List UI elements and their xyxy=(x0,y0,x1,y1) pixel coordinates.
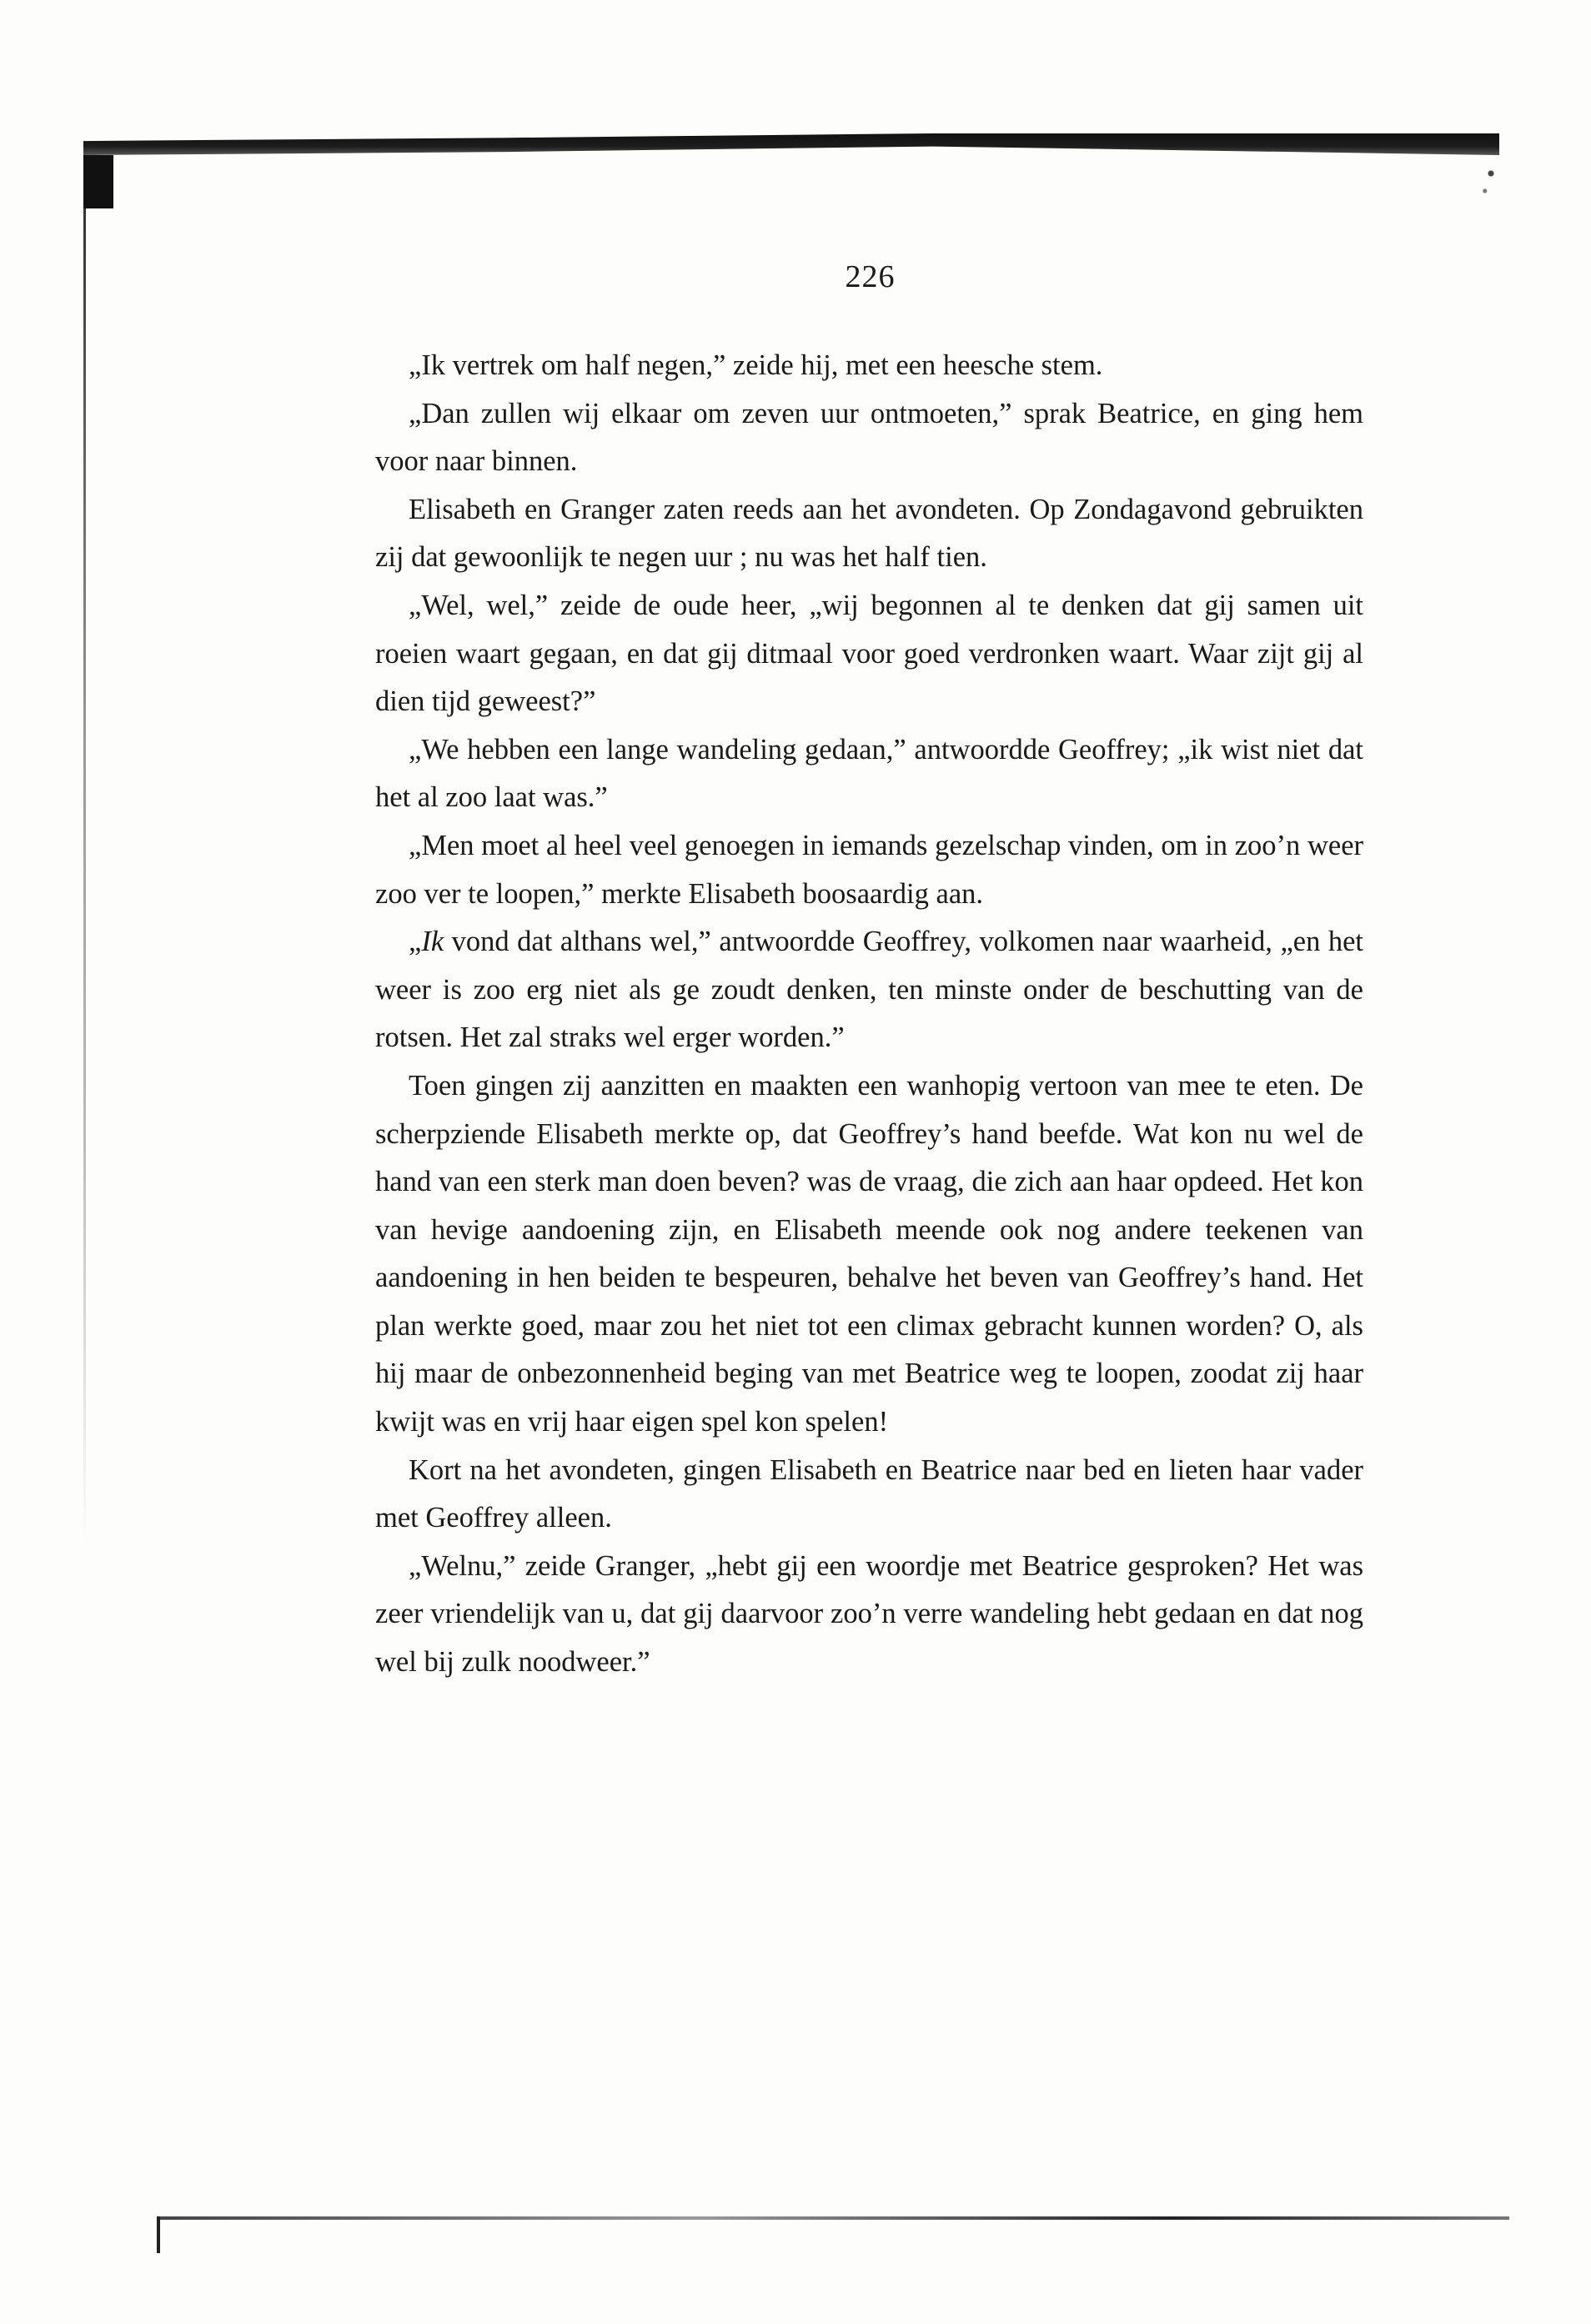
italic-word: Ik xyxy=(421,926,444,958)
body-text xyxy=(375,342,1363,1687)
open-quote: „ xyxy=(409,926,422,958)
paragraph-9: Kort na het avondeten, gingen Elisabeth en Beatrice naar bed en lieten haar vader met Geoffrey alleen. xyxy=(375,1453,1363,1534)
paragraph-6: „Men moet al heel veel genoegen in iemands gezelschap vinden, om in zoo’n weer zoo ver te loopen,” merkte Elisabeth boosaardig aan. xyxy=(375,829,1363,910)
paragraph-5: „We hebben een lange wandeling gedaan,” antwoordde Geoffrey; „ik wist niet dat het al zoo laat was.” xyxy=(375,733,1363,814)
scan-edge-bottom xyxy=(158,2216,1509,2220)
paragraph-1: „Ik vertrek om half negen,” zeide hij, met een heesche stem. xyxy=(409,349,1103,381)
page-number: 226 xyxy=(845,259,896,294)
scan-edge-bottom-corner xyxy=(157,2216,160,2253)
scan-edge-left xyxy=(83,208,86,1543)
paragraph-4: „Wel, wel,” zeide de oude heer, „wij begonnen al te denken dat gij samen uit roeien waart gegaan, en dat gij ditmaal voor goed verdronken waart. Waar zijt gij al dien tijd geweest?” xyxy=(375,589,1363,718)
scan-edge-corner xyxy=(83,155,113,208)
paragraph-7 xyxy=(375,918,1363,1062)
paragraph-7-rest: vond dat althans wel,” antwoordde Geoffrey, volkomen naar waarheid, „en het weer is zoo erg niet als ge zoudt denken, ten minste onder de beschutting van de rotsen. Het zal straks wel erger worden.” xyxy=(375,926,1363,1054)
scan-specks xyxy=(1476,150,1506,208)
scan-edge-top xyxy=(83,133,1499,155)
paragraph-3: Elisabeth en Granger zaten reeds aan het avondeten. Op Zondagavond gebruikten zij dat gewoonlijk te negen uur ; nu was het half tien. xyxy=(375,493,1363,574)
paragraph-10: „Welnu,” zeide Granger, „hebt gij een woordje met Beatrice gesproken? Het was zeer vriendelijk van u, dat gij daarvoor zoo’n verre wandeling hebt gedaan en dat nog wel bij zulk noodweer.” xyxy=(375,1549,1363,1679)
paragraph-8: Toen gingen zij aanzitten en maakten een wanhopig vertoon van mee te eten. De scherpziende Elisabeth merkte op, dat Geoffrey’s hand beefde. Wat kon nu wel de hand van een sterk man doen beven? was de vraag, die zich aan haar opdeed. Het kon van hevige aandoening zijn, en Elisabeth meende ook nog andere teekenen van aandoening in hen beiden te bespeuren, behalve het beven van Geoffrey’s hand. Het plan werkte goed, maar zou het niet tot een climax gebracht kunnen worden? O, als hij maar de onbezonnenheid beging van met Beatrice weg te loopen, zoodat zij haar kwijt was en vrij haar eigen spel kon spelen! xyxy=(375,1069,1363,1438)
paragraph-2: „Dan zullen wij elkaar om zeven uur ontmoeten,” sprak Beatrice, en ging hem voor naar binnen. xyxy=(375,397,1363,478)
